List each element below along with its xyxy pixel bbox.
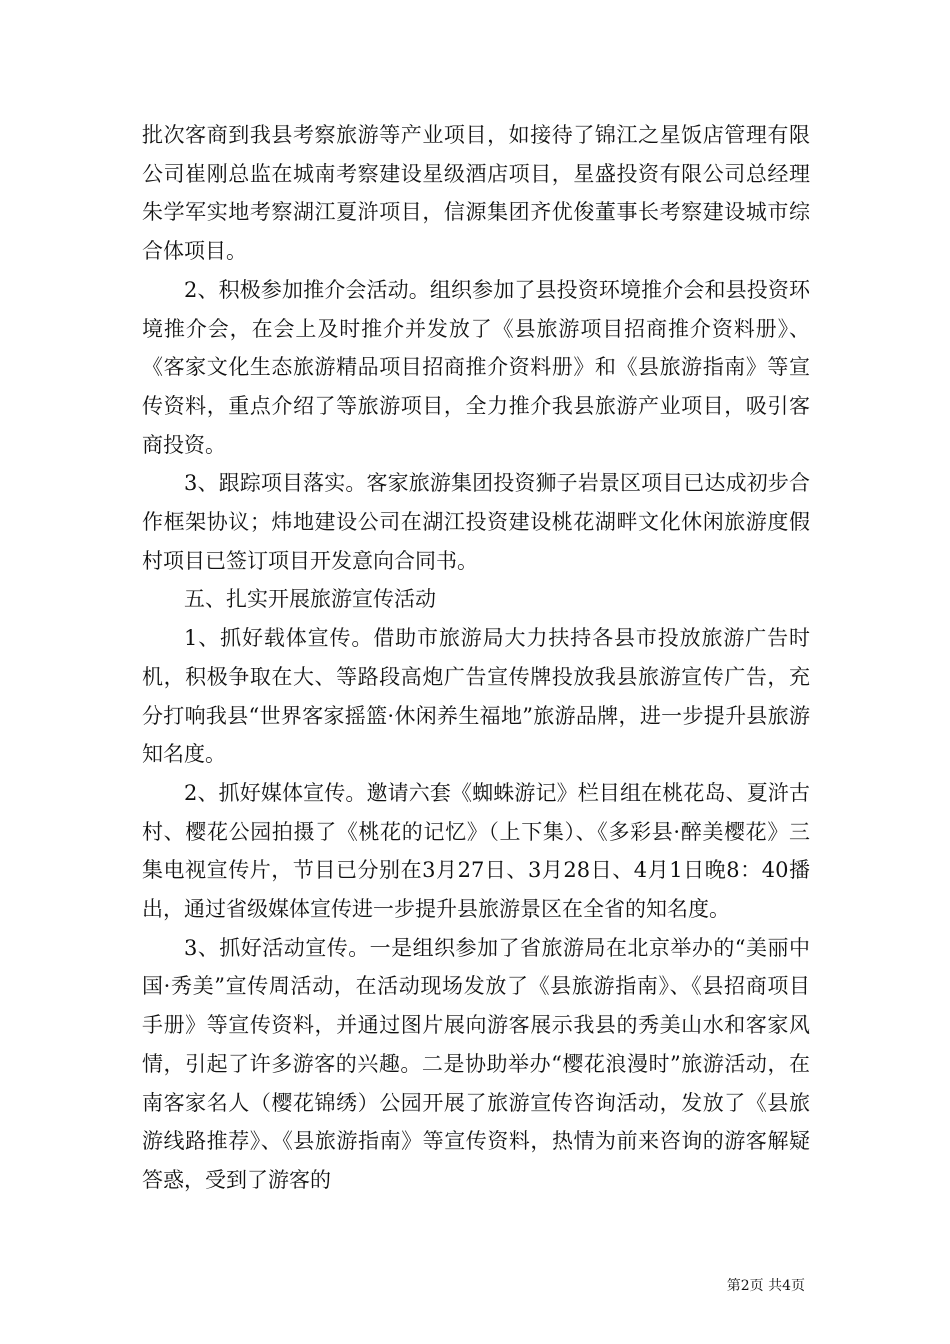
paragraph-media-publicity: 2、抓好媒体宣传。邀请六套《蜘蛛游记》栏目组在桃花岛、夏浒古村、樱花公园拍摄了《桃花的记忆》（上下集）、《多彩县·醉美樱花》三集电视宣传片，节目已分别在3月27日、3月28日、4月1日晚8：40播出，通过省级媒体宣传进一步提升县旅游景区在全省的知名度。: [142, 780, 810, 922]
paragraph-event-publicity: 3、抓好活动宣传。一是组织参加了省旅游局在北京举办的“美丽中国·秀美”宣传周活动，在活动现场发放了《县旅游指南》、《县招商项目手册》等宣传资料，并通过图片展向游客展示我县的秀美山水和客家风情，引起了许多游客的兴趣。二是协助举办“樱花浪漫时”旅游活动，在南客家名人（樱花锦绣）公园开展了旅游宣传咨询活动，发放了《县旅游线路推荐》、《县旅游指南》等宣传资料，热情为前来咨询的游客解疑答惑，受到了游客的: [142, 935, 810, 1192]
page-number-footer: 第2页 共4页: [726, 1278, 805, 1294]
paragraph-carrier-publicity: 1、抓好载体宣传。借助市旅游局大力扶持各县市投放旅游广告时机，积极争取在大、等路段高炮广告宣传牌投放我县旅游宣传广告，充分打响我县“世界客家摇篮·休闲养生福地”旅游品牌，进一步提升县旅游知名度。: [142, 626, 810, 767]
section-heading-tourism-publicity: 五、扎实开展旅游宣传活动: [184, 587, 436, 612]
paragraph-promotion-events: 2、积极参加推介会活动。组织参加了县投资环境推介会和县投资环境推介会，在会上及时推介并发放了《县旅游项目招商推介资料册》、《客家文化生态旅游精品项目招商推介资料册》和《县旅游指南》等宣传资料，重点介绍了等旅游项目，全力推介我县旅游产业项目，吸引客商投资。: [142, 277, 810, 457]
paragraph-project-tracking: 3、跟踪项目落实。客家旅游集团投资狮子岩景区项目已达成初步合作框架协议；炜地建设公司在湖江投资建设桃花湖畔文化休闲旅游度假村项目已签订项目开发意向合同书。: [142, 471, 810, 573]
document-body: [142, 116, 810, 1200]
paragraph-continued: 批次客商到我县考察旅游等产业项目，如接待了锦江之星饭店管理有限公司崔刚总监在城南考察建设星级酒店项目，星盛投资有限公司总经理朱学军实地考察湖江夏浒项目，信源集团齐优俊董事长考察建设城市综合体项目。: [142, 123, 810, 264]
